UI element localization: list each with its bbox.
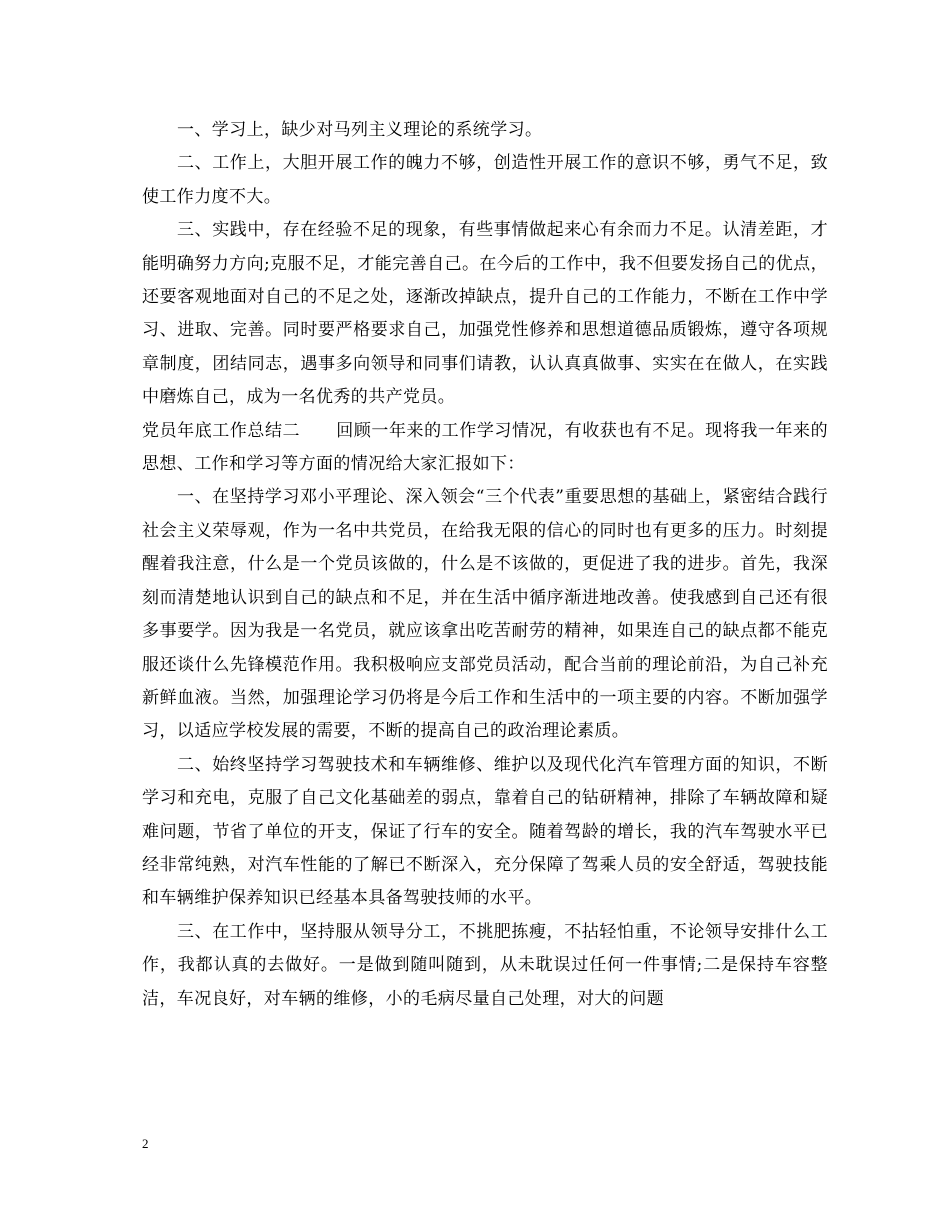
document-body	[142, 114, 828, 1016]
paragraph-theory-study: 一、在坚持学习邓小平理论、深入领会“三个代表”重要思想的基础上，紧密结合践行社会主义荣辱观，作为一名中共党员，在给我无限的信心的同时也有更多的压力。时刻提醒着我注意，什么是一个党员该做的，什么是不该做的，更促进了我的进步。首先，我深刻而清楚地认识到自己的缺点和不足，并在生活中循序渐进地改善。使我感到自己还有很多事要学。因为我是一名党员，就应该拿出吃苦耐劳的精神，如果连自己的缺点都不能克服还谈什么先锋模范作用。我积极响应支部党员活动，配合当前的理论前沿，为自己补充新鲜血液。当然，加强理论学习仍将是今后工作和生活中的一项主要的内容。不断加强学习，以适应学校发展的需要，不断的提高自己的政治理论素质。	[142, 487, 828, 742]
paragraph-study: 一、学习上，缺少对马列主义理论的系统学习。	[177, 120, 543, 140]
section-intro: 回顾一年来的工作学习情况，有收获也有不足。现将我一年来的思想、工作和学习等方面的情况给大家汇报如下：	[142, 420, 828, 475]
paragraph-practice: 三、实践中，存在经验不足的现象，有些事情做起来心有余而力不足。认清差距，才能明确努力方向;克服不足，才能完善自己。在今后的工作中，我不但要发扬自己的优点，还要客观地面对自己的不足之处，逐渐改掉缺点，提升自己的工作能力，不断在工作中学习、进取、完善。同时要严格要求自己，加强党性修养和思想道德品质锻炼，遵守各项规章制度，团结同志，遇事多向领导和同事们请教，认认真真做事、实实在在做人，在实践中磨炼自己，成为一名优秀的共产党员。	[142, 220, 828, 408]
section-title: 党员年底工作总结二	[142, 420, 301, 441]
paragraph-work-attitude: 三、在工作中，坚持服从领导分工，不挑肥拣瘦，不拈轻怕重，不论领导安排什么工作，我都认真的去做好。一是做到随叫随到，从未耽误过任何一件事情;二是保持车容整洁，车况良好，对车辆的维修，小的毛病尽量自己处理，对大的问题	[142, 921, 828, 1009]
paragraph-work: 二、工作上，大胆开展工作的魄力不够，创造性开展工作的意识不够，勇气不足，致使工作力度不大。	[142, 153, 828, 207]
section-heading-line	[142, 415, 828, 482]
paragraph-driving-skills: 二、始终坚持学习驾驶技术和车辆维修、维护以及现代化汽车管理方面的知识，不断学习和充电，克服了自己文化基础差的弱点，靠着自己的钻研精神，排除了车辆故障和疑难问题，节省了单位的开支，保证了行车的安全。随着驾龄的增长，我的汽车驾驶水平已经非常纯熟，对汽车性能的了解已不断深入，充分保障了驾乘人员的安全舒适，驾驶技能和车辆维护保养知识已经基本具备驾驶技师的水平。	[142, 754, 828, 909]
page-number: 2	[142, 1136, 149, 1151]
